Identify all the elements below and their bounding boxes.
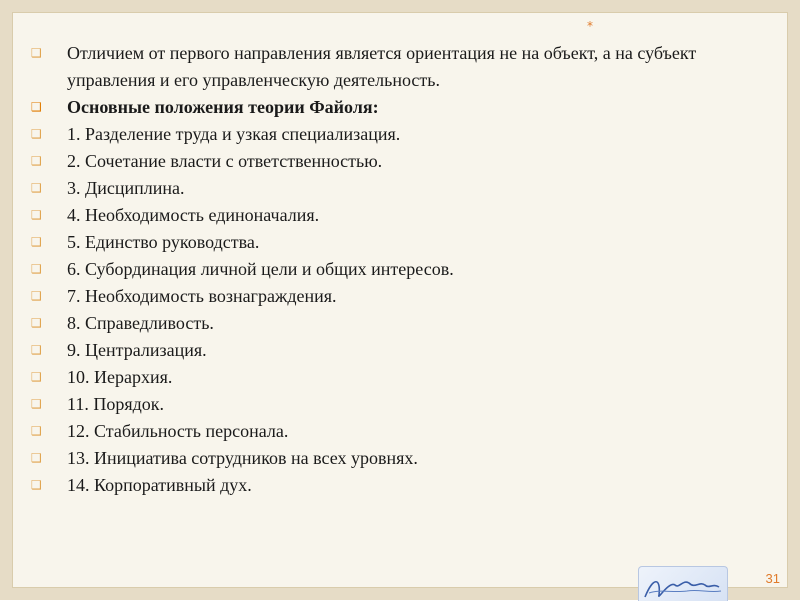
bullet-item xyxy=(20,121,780,148)
bullet-marker-icon: ❑ xyxy=(31,451,42,465)
bullet-marker-icon: ❑ xyxy=(31,262,42,276)
bullet-item xyxy=(20,256,780,283)
signature-logo-image xyxy=(638,566,728,601)
bullet-list xyxy=(20,40,780,499)
bullet-text: Отличием от первого направления является ориентация не на объект, а на субъект управления и его управленческую деятельность. xyxy=(67,43,697,90)
bullet-marker-icon: ❑ xyxy=(31,316,42,330)
bullet-text: 12. Стабильность персонала. xyxy=(67,421,289,441)
bullet-marker-icon: ❑ xyxy=(31,181,42,195)
bullet-text: 10. Иерархия. xyxy=(67,367,173,387)
top-mark: * xyxy=(587,19,593,33)
bullet-marker-icon: ❑ xyxy=(31,154,42,168)
bullet-text: 5. Единство руководства. xyxy=(67,232,260,252)
bullet-item xyxy=(20,445,780,472)
bullet-marker-icon: ❑ xyxy=(31,370,42,384)
bullet-marker-icon: ❑ xyxy=(31,46,42,60)
bullet-text: 9. Централизация. xyxy=(67,340,207,360)
bullet-marker-icon: ❑ xyxy=(31,424,42,438)
bullet-marker-icon: ❑ xyxy=(31,127,42,141)
bullet-text: 13. Инициатива сотрудников на всех уровнях. xyxy=(67,448,418,468)
bullet-text: 4. Необходимость единоначалия. xyxy=(67,205,320,225)
bullet-heading xyxy=(20,94,780,121)
bullet-item xyxy=(20,229,780,256)
bullet-text: 1. Разделение труда и узкая специализация. xyxy=(67,124,401,144)
bullet-item xyxy=(20,418,780,445)
bullet-text: 8. Справедливость. xyxy=(67,313,214,333)
bullet-item xyxy=(20,310,780,337)
bullet-text: 11. Порядок. xyxy=(67,394,165,414)
bullet-text: 2. Сочетание власти с ответственностью. xyxy=(67,151,383,171)
bullet-item xyxy=(20,337,780,364)
bullet-text: Основные положения теории Файоля: xyxy=(67,97,379,117)
bullet-item xyxy=(20,202,780,229)
bullet-marker-icon: ❑ xyxy=(31,397,42,411)
bullet-item xyxy=(20,364,780,391)
page-number: 31 xyxy=(765,571,780,586)
bullet-item xyxy=(20,175,780,202)
bullet-item xyxy=(20,283,780,310)
bullet-text: 7. Необходимость вознаграждения. xyxy=(67,286,337,306)
bullet-marker-icon: ❑ xyxy=(31,343,42,357)
bullet-item xyxy=(20,148,780,175)
bullet-marker-icon: ❑ xyxy=(31,100,42,114)
bullet-text: 3. Дисциплина. xyxy=(67,178,185,198)
bullet-marker-icon: ❑ xyxy=(31,235,42,249)
bullet-item xyxy=(20,472,780,499)
bullet-item xyxy=(20,391,780,418)
bullet-text: 14. Корпоративный дух. xyxy=(67,475,252,495)
bullet-text: 6. Субординация личной цели и общих интересов. xyxy=(67,259,454,279)
bullet-marker-icon: ❑ xyxy=(31,478,42,492)
bullet-marker-icon: ❑ xyxy=(31,208,42,222)
bullet-marker-icon: ❑ xyxy=(31,289,42,303)
bullet-item xyxy=(20,40,780,94)
